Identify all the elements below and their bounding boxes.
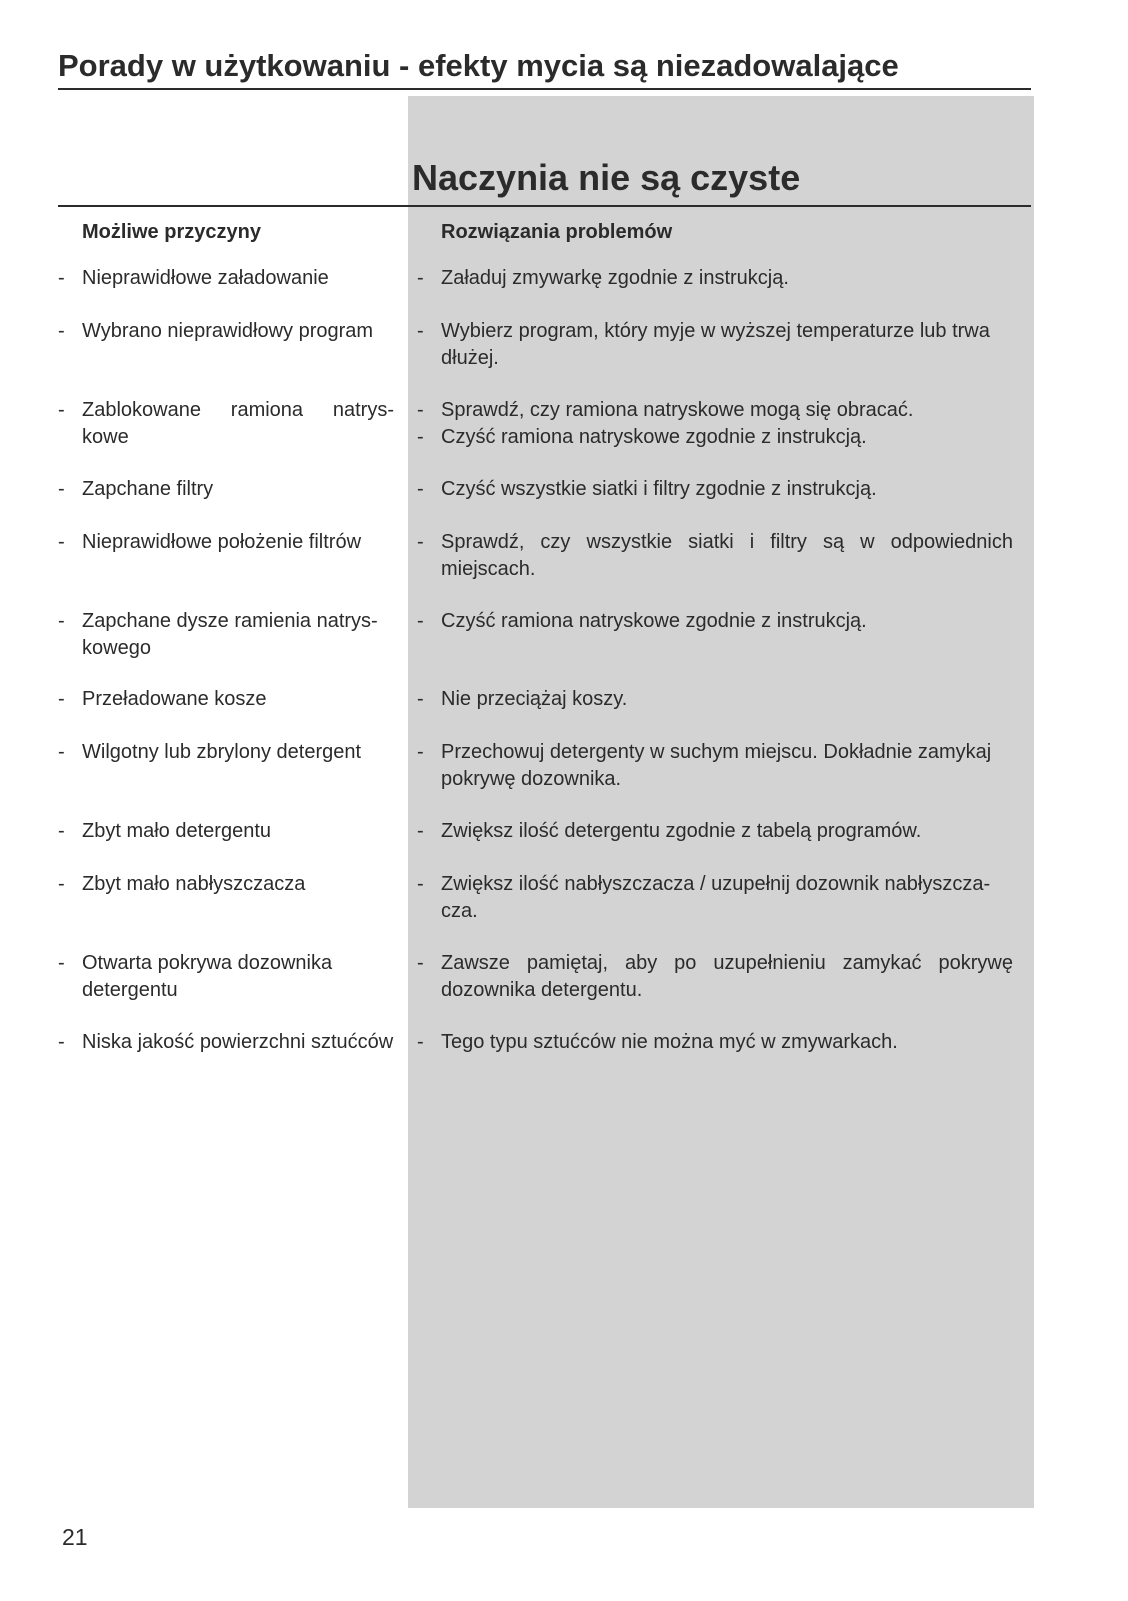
solution-item — [417, 818, 1013, 845]
solution-cell — [417, 871, 1013, 925]
cause-text: Zablokowane ramiona natrys- kowe — [82, 399, 394, 448]
bullet-dash: - — [58, 610, 65, 632]
solution-item — [417, 950, 1013, 1004]
bullet-dash: - — [417, 399, 424, 421]
solution-text: Czyść wszystkie siatki i filtry zgodnie z instrukcją. — [441, 478, 877, 500]
cause-item — [58, 265, 394, 292]
solution-text: Czyść ramiona natryskowe zgodnie z instrukcją. — [441, 426, 867, 448]
cause-text: Zbyt mało detergentu — [82, 820, 271, 842]
cause-cell — [58, 529, 394, 556]
cause-cell — [58, 397, 394, 451]
bullet-dash: - — [58, 873, 65, 895]
bullet-dash: - — [58, 267, 65, 289]
solution-cell — [417, 739, 1013, 793]
bullet-dash: - — [417, 820, 424, 842]
solution-item — [417, 529, 1013, 583]
cause-cell — [58, 818, 394, 845]
bullet-dash: - — [417, 741, 424, 763]
bullet-dash: - — [58, 478, 65, 500]
bullet-dash: - — [417, 320, 424, 342]
solution-item — [417, 871, 1013, 925]
solution-cell — [417, 318, 1013, 372]
solution-item — [417, 476, 1013, 503]
bullet-dash: - — [58, 531, 65, 553]
bullet-dash: - — [417, 478, 424, 500]
solution-item — [417, 424, 1013, 451]
cause-cell — [58, 739, 394, 766]
cause-item — [58, 529, 394, 556]
solution-cell — [417, 686, 1013, 713]
cause-cell — [58, 476, 394, 503]
bullet-dash: - — [58, 688, 65, 710]
cause-item — [58, 608, 394, 662]
cause-text: Niska jakość powierzchni sztućców — [82, 1031, 394, 1053]
cause-text: Otwarta pokrywa dozownika detergentu — [82, 952, 333, 1001]
solution-item — [417, 318, 1013, 372]
solution-text: Czyść ramiona natryskowe zgodnie z instrukcją. — [441, 610, 867, 632]
cause-item — [58, 397, 394, 451]
bullet-dash: - — [417, 267, 424, 289]
solution-cell — [417, 818, 1013, 845]
cause-item — [58, 871, 394, 898]
solution-item — [417, 608, 1013, 635]
bullet-dash: - — [417, 952, 424, 974]
section-title: Naczynia nie są czyste — [412, 157, 801, 198]
solution-text: Wybierz program, który myje w wyższej temperaturze lub trwa dłużej. — [441, 320, 990, 369]
cause-text: Zapchane dysze ramienia natrys- kowego — [82, 610, 378, 659]
solution-text: Załaduj zmywarkę zgodnie z instrukcją. — [441, 267, 789, 289]
solution-text: Nie przeciążaj koszy. — [441, 688, 628, 710]
cause-text: Zapchane filtry — [82, 478, 214, 500]
solution-text: Zwiększ ilość nabłyszczacza / uzupełnij dozownik nabłyszcza- cza. — [441, 873, 991, 922]
cause-cell — [58, 950, 394, 1004]
solution-cell — [417, 950, 1013, 1004]
cause-item — [58, 739, 394, 766]
solution-text: Sprawdź, czy wszystkie siatki i filtry są w odpowiednich miejscach. — [441, 531, 1013, 580]
solution-text: Tego typu sztućców nie można myć w zmywarkach. — [441, 1031, 898, 1053]
cause-text: Zbyt mało nabłyszczacza — [82, 873, 306, 895]
cause-text: Przeładowane kosze — [82, 688, 267, 710]
cause-item — [58, 1029, 394, 1056]
solution-item — [417, 739, 1013, 793]
solutions-header: Rozwiązania problemów — [441, 221, 673, 243]
title-rule — [58, 88, 1031, 90]
cause-item — [58, 818, 394, 845]
page-number: 21 — [62, 1524, 88, 1550]
solution-item — [417, 686, 1013, 713]
bullet-dash: - — [58, 320, 65, 342]
page-title: Porady w użytkowaniu - efekty mycia są niezadowalające — [58, 48, 899, 83]
bullet-dash: - — [417, 688, 424, 710]
solution-text: Sprawdź, czy ramiona natryskowe mogą się obracać. — [441, 399, 914, 421]
cause-cell — [58, 871, 394, 898]
solution-text: Zwiększ ilość detergentu zgodnie z tabelą programów. — [441, 820, 922, 842]
bullet-dash: - — [417, 610, 424, 632]
section-rule — [58, 205, 1031, 207]
cause-item — [58, 476, 394, 503]
bullet-dash: - — [417, 1031, 424, 1053]
cause-text: Wilgotny lub zbrylony detergent — [82, 741, 362, 763]
bullet-dash: - — [417, 873, 424, 895]
solution-item — [417, 397, 1013, 424]
solution-item — [417, 265, 1013, 292]
solution-cell — [417, 476, 1013, 503]
cause-text: Wybrano nieprawidłowy program — [82, 320, 374, 342]
bullet-dash: - — [417, 531, 424, 553]
solution-item — [417, 1029, 1013, 1056]
cause-cell — [58, 608, 394, 662]
cause-text: Nieprawidłowe załadowanie — [82, 267, 329, 289]
solution-text: Przechowuj detergenty w suchym miejscu. Dokładnie zamykaj pokrywę dozownika. — [441, 741, 992, 790]
solution-cell — [417, 265, 1013, 292]
cause-item — [58, 686, 394, 713]
cause-cell — [58, 1029, 394, 1056]
solution-cell — [417, 608, 1013, 635]
solution-cell — [417, 529, 1013, 583]
bullet-dash: - — [58, 820, 65, 842]
solution-cell — [417, 1029, 1013, 1056]
bullet-dash: - — [58, 952, 65, 974]
bullet-dash: - — [58, 1031, 65, 1053]
bullet-dash: - — [417, 426, 424, 448]
cause-item — [58, 950, 394, 1004]
bullet-dash: - — [58, 741, 65, 763]
cause-text: Nieprawidłowe położenie filtrów — [82, 531, 362, 553]
solution-text: Zawsze pamiętaj, aby po uzupełnieniu zamykać pokrywę dozownika detergentu. — [441, 952, 1013, 1001]
bullet-dash: - — [58, 399, 65, 421]
causes-header: Możliwe przyczyny — [82, 221, 261, 243]
cause-cell — [58, 265, 394, 292]
cause-cell — [58, 318, 394, 345]
solutions-panel-background — [408, 96, 1034, 1508]
cause-item — [58, 318, 394, 345]
solution-cell — [417, 397, 1013, 451]
cause-cell — [58, 686, 394, 713]
